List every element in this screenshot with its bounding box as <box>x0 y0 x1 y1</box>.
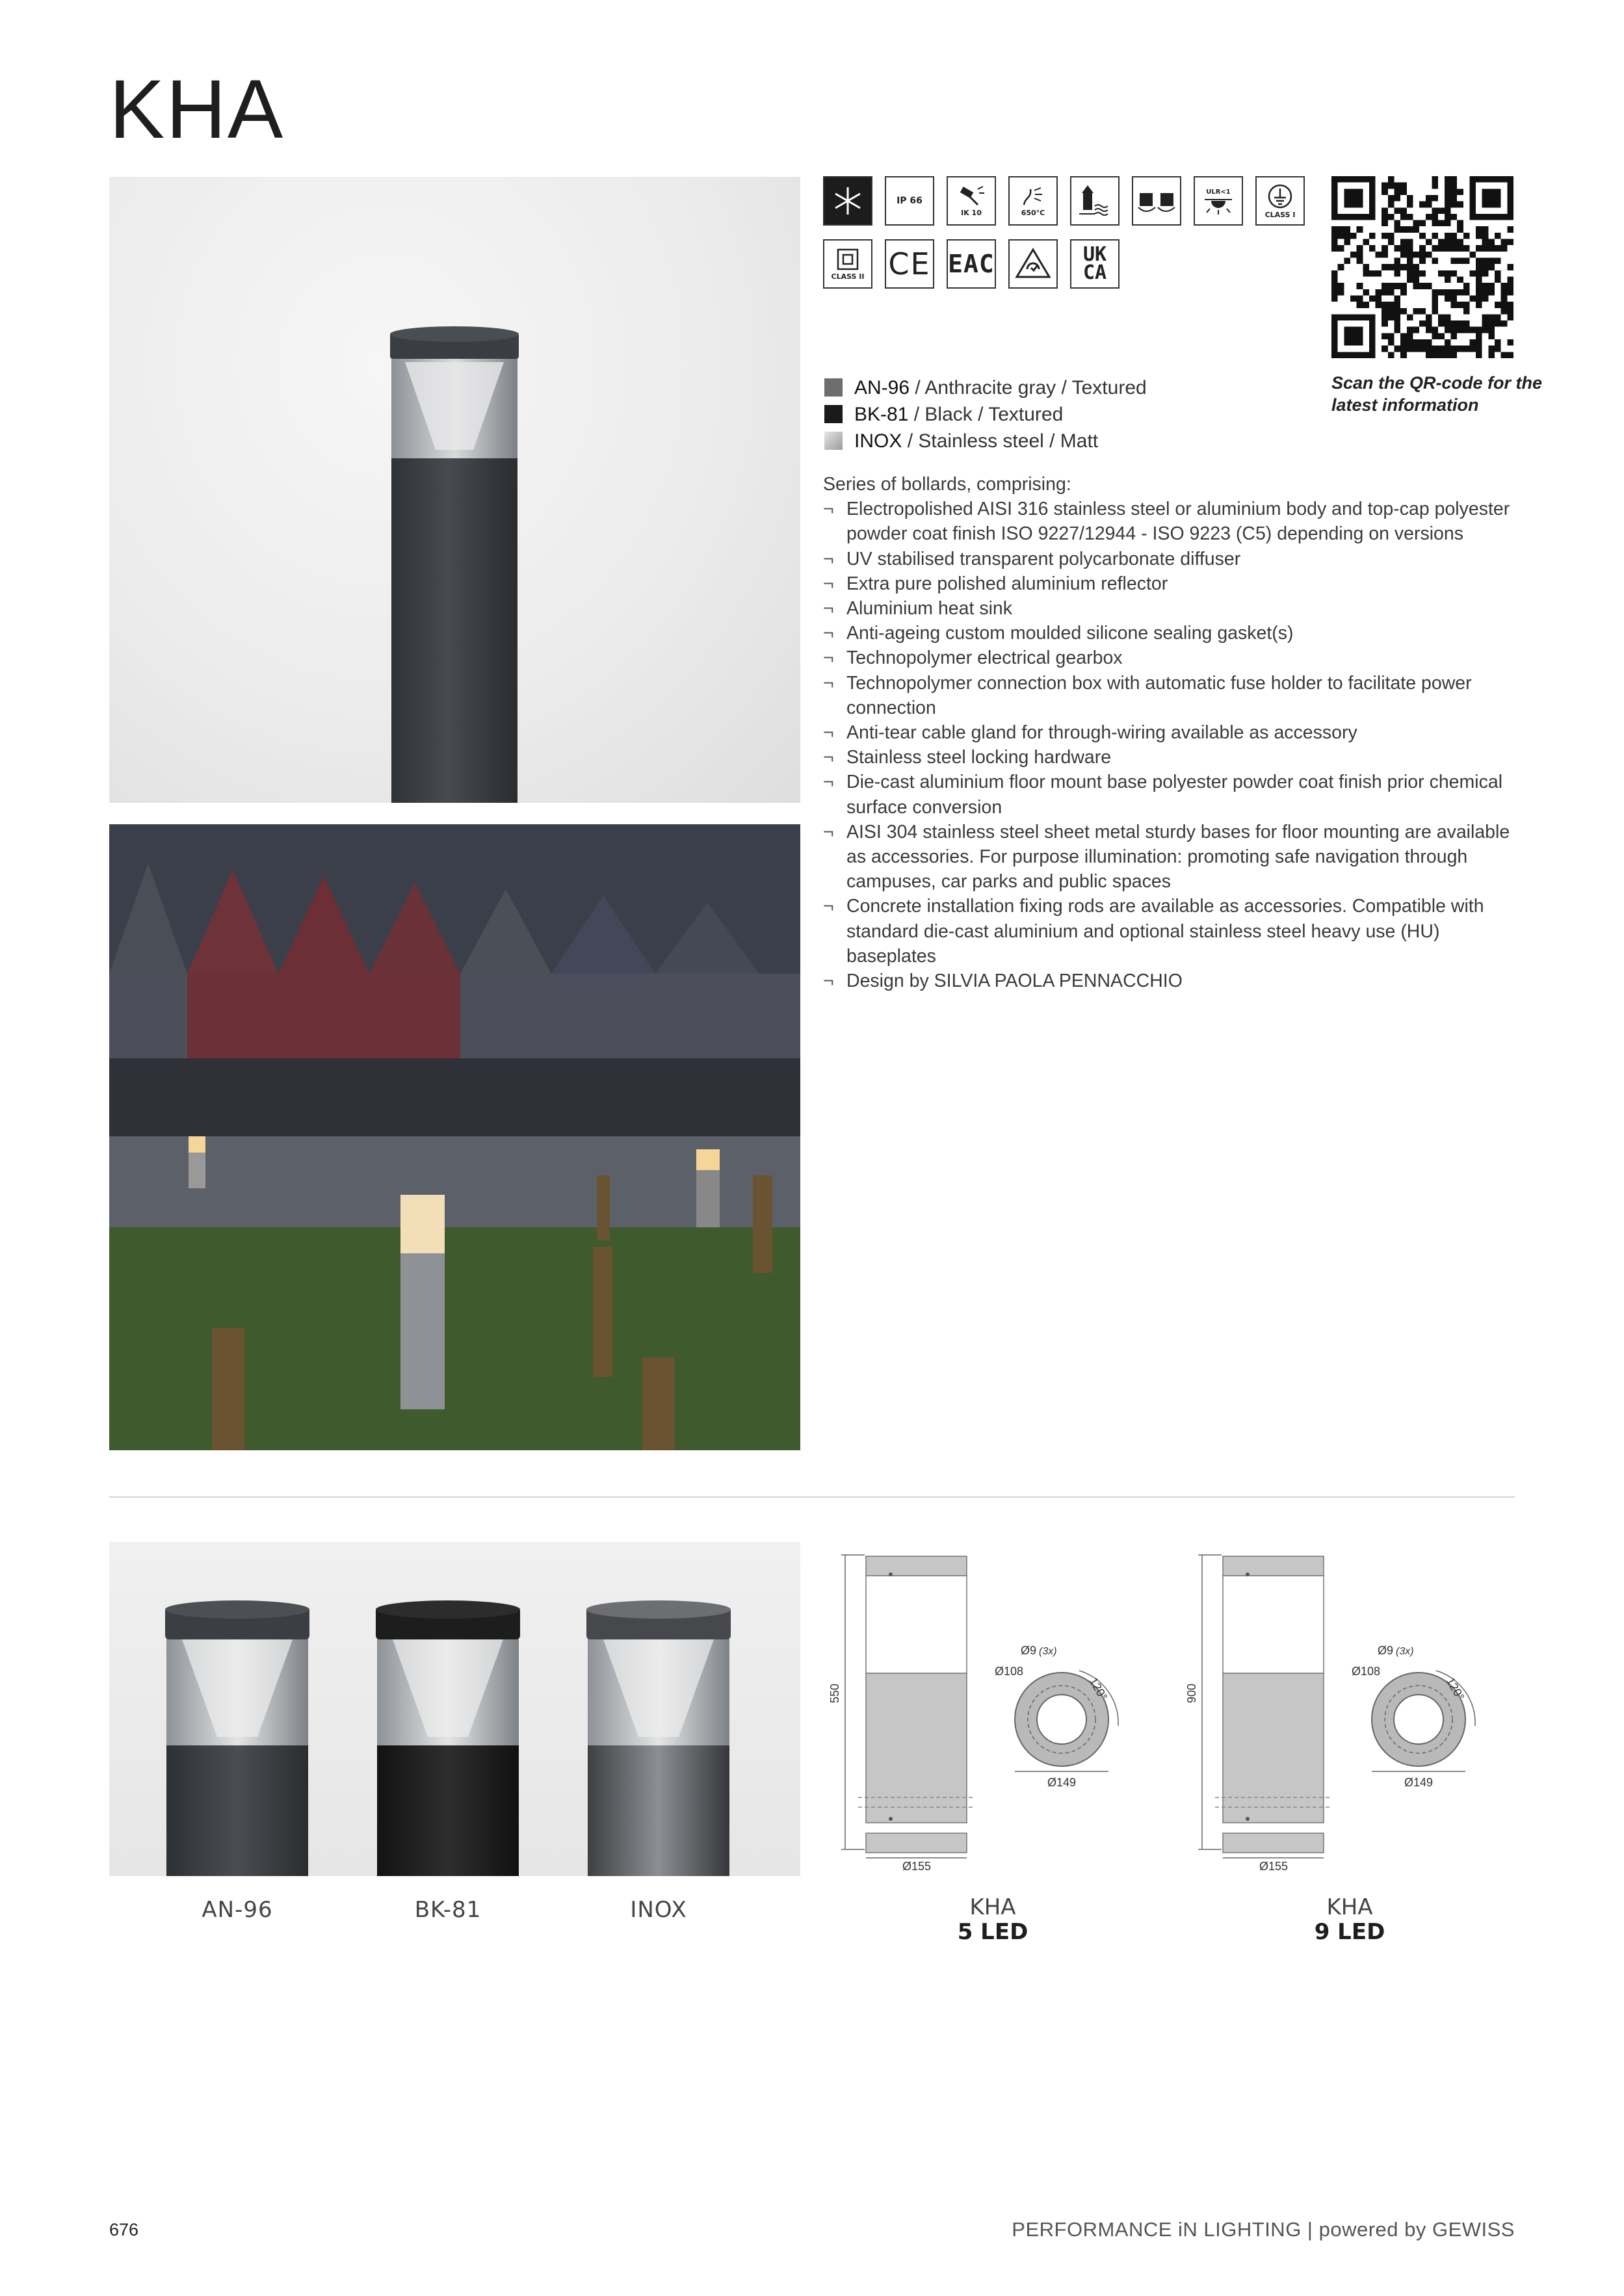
dim-hole-diameter: Ø108 <box>1352 1665 1381 1678</box>
finish-swatch <box>824 432 843 450</box>
drawing-version: 9 LED <box>1314 1919 1385 1945</box>
product-photo-studio <box>109 177 800 803</box>
dim-flange-diameter: Ø149 <box>1047 1776 1077 1789</box>
section-divider <box>109 1496 1515 1498</box>
technical-drawing-9led <box>1185 1547 1467 1873</box>
list-item: ¬ Technopolymer electrical gearbox <box>823 646 1519 670</box>
morocco-conformity-icon <box>1008 239 1058 289</box>
dim-hole-diameter: Ø108 <box>995 1665 1024 1678</box>
variant-label-an96: AN-96 <box>202 1897 273 1923</box>
list-item: ¬ Technopolymer connection box with automatic fuse holder to facilitate power connection <box>823 671 1519 720</box>
list-item: ¬ Die-cast aluminium floor mount base polyester powder coat finish prior chemical surface conversion <box>823 770 1519 819</box>
night-scene-illustration <box>109 824 800 1450</box>
drawing-product-name: KHA <box>1326 1894 1373 1920</box>
finish-swatch <box>824 378 843 397</box>
drawing-title-9led <box>1285 1895 1415 1944</box>
qr-code-image <box>1331 176 1513 358</box>
ik-rating-icon: IK 10 <box>947 176 996 226</box>
glow-wire-icon: 650°C <box>1008 176 1058 226</box>
variants-illustration <box>109 1542 800 1876</box>
drawing-version: 5 LED <box>957 1919 1028 1945</box>
dim-flange-diameter: Ø149 <box>1404 1776 1434 1789</box>
footer-brand: PERFORMANCE iN LIGHTING | powered by GEWISS <box>1012 2218 1515 2241</box>
description-intro: Series of bollards, comprising: <box>823 474 1071 495</box>
drawing-title-5led <box>928 1895 1058 1944</box>
variant-bk81-bollard <box>376 1600 520 1876</box>
finish-swatch <box>824 405 843 423</box>
variant-inox-bollard <box>586 1600 731 1876</box>
list-item: ¬ Design by SILVIA PAOLA PENNACCHIO <box>823 969 1519 993</box>
variant-an96-bollard <box>165 1600 309 1876</box>
dim-angle: 120° <box>1443 1675 1467 1703</box>
finish-inox <box>824 428 1098 454</box>
dim-screw: Ø9 <box>1378 1644 1394 1657</box>
dim-screw-qty: (3x) <box>1396 1646 1414 1657</box>
qr-caption: Scan the QR-code for the latest information <box>1331 373 1543 415</box>
list-item: ¬ Stainless steel locking hardware <box>823 745 1519 770</box>
list-item: ¬ UV stabilised transparent polycarbonate diffuser <box>823 547 1519 571</box>
finish-an96 <box>824 375 1147 401</box>
qr-code[interactable] <box>1331 176 1513 358</box>
finish-code: INOX <box>854 430 902 452</box>
dim-screw: Ø9 <box>1021 1644 1037 1657</box>
list-item: ¬ Extra pure polished aluminium reflector <box>823 571 1519 596</box>
page-number: 676 <box>109 2220 139 2239</box>
through-wiring-icon <box>1132 176 1181 226</box>
variant-label-bk81: BK-81 <box>414 1897 482 1923</box>
led-asterisk-icon <box>823 176 872 226</box>
class-i-icon: CLASS I <box>1255 176 1305 226</box>
list-item: ¬ Concrete installation fixing rods are available as accessories. Compatible with standard die-cast aluminium and optional stainless steel heavy use (HU) baseplates <box>823 894 1519 969</box>
dim-angle: 120° <box>1086 1675 1110 1703</box>
variant-label-inox: INOX <box>630 1897 687 1923</box>
list-item: ¬ AISI 304 stainless steel sheet metal sturdy bases for floor mounting are available as accessories. For purpose illumination: promoting safe navigation through campuses, car parks and public spaces <box>823 820 1519 894</box>
dim-height: 900 <box>1185 1683 1198 1703</box>
ce-mark-icon: CE <box>885 239 934 289</box>
dim-height: 550 <box>828 1683 841 1703</box>
list-item: ¬ Aluminium heat sink <box>823 596 1519 621</box>
finish-code: AN-96 <box>854 377 910 398</box>
dim-body-diameter: Ø155 <box>902 1860 932 1873</box>
finish-desc: / Black / Textured <box>908 404 1064 425</box>
product-title: KHA <box>109 63 285 156</box>
class-ii-icon: CLASS II <box>823 239 872 289</box>
feature-list <box>823 497 1519 993</box>
finish-desc: / Anthracite gray / Textured <box>910 377 1147 398</box>
finish-code: BK-81 <box>854 404 909 425</box>
dim-body-diameter: Ø155 <box>1259 1860 1289 1873</box>
list-item: ¬ Anti-tear cable gland for through-wiring available as accessory <box>823 720 1519 745</box>
product-photo-night-scene <box>109 824 800 1450</box>
bollard-illustration <box>109 177 800 803</box>
finish-desc: / Stainless steel / Matt <box>902 430 1099 452</box>
marine-environment-icon <box>1070 176 1120 226</box>
ulr-icon: ULR<1 <box>1194 176 1243 226</box>
list-item: ¬ Electropolished AISI 316 stainless steel or aluminium body and top-cap polyester powder coat finish ISO 9227/12944 - ISO 9223 (C5) depending on versions <box>823 497 1519 546</box>
finish-variants-photo <box>109 1542 800 1876</box>
ukca-mark-icon: UK CA <box>1070 239 1120 289</box>
list-item: ¬ Anti-ageing custom moulded silicone sealing gasket(s) <box>823 621 1519 646</box>
drawing-product-name: KHA <box>969 1894 1016 1920</box>
eac-mark-icon: EAC <box>947 239 996 289</box>
ip-rating-icon: IP 66 <box>885 176 934 226</box>
finish-bk81 <box>824 402 1063 428</box>
product-description <box>823 472 1519 993</box>
dim-screw-qty: (3x) <box>1039 1646 1057 1657</box>
technical-drawing-5led <box>828 1547 1110 1873</box>
